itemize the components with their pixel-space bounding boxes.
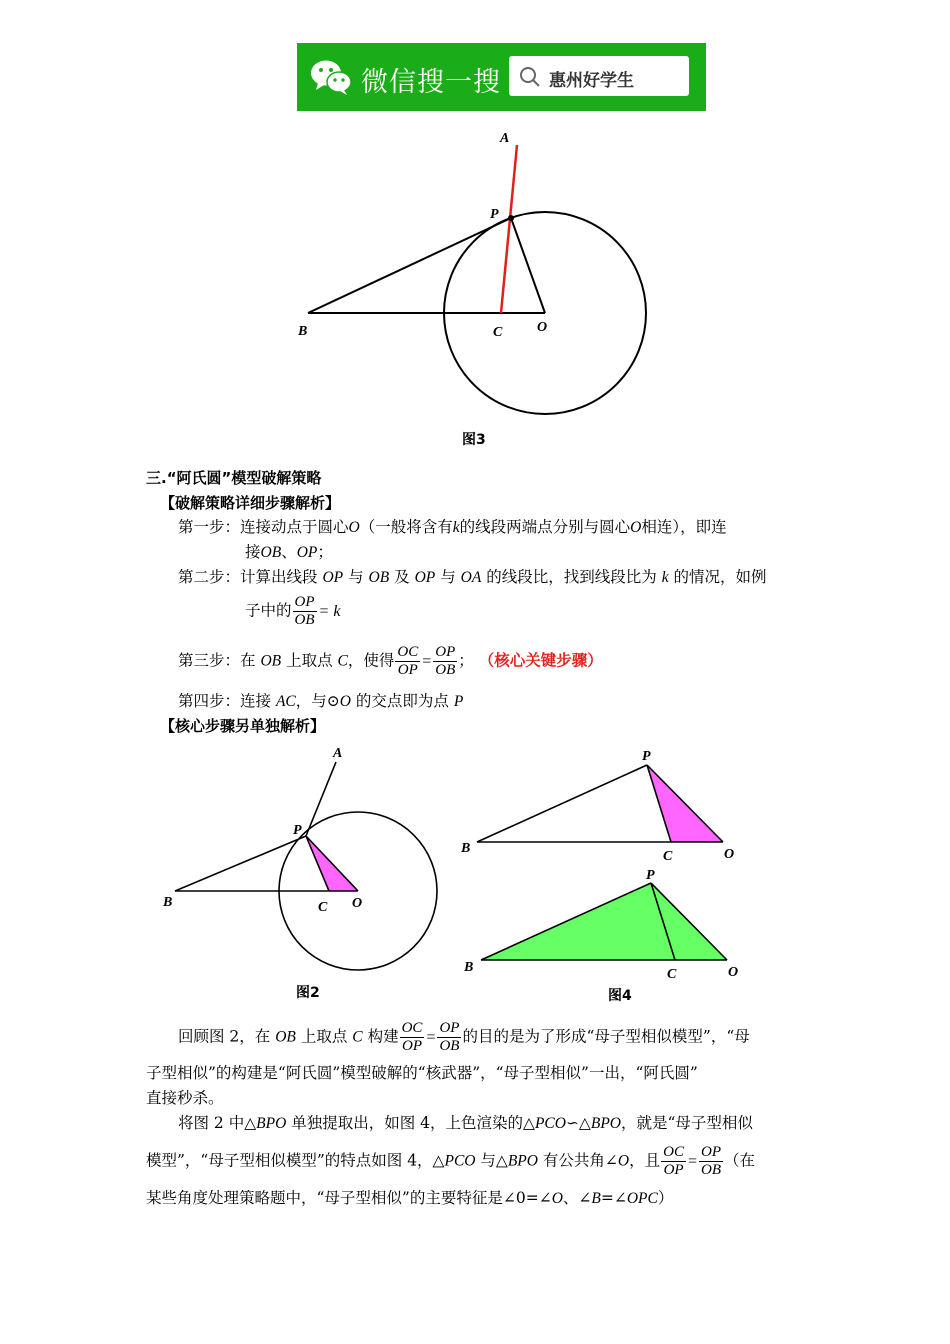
fig3-label-B: B — [298, 324, 308, 339]
fig3-segment-BP — [308, 218, 511, 313]
fig4a-label-C: C — [663, 849, 673, 864]
figure-3 — [290, 120, 660, 420]
fig4-caption: 图4 — [608, 988, 632, 1004]
search-query: 惠州好学生 — [549, 71, 634, 91]
para2-line2: 模型”，“母子型相似模型”的特点如图 4，△PCO 与△BPO 有公共角∠O，且 $\frac{OC}{OP}$ = $\frac{OP}{OB}$ （在 — [146, 1144, 756, 1178]
step1-line1: 第一步：连接动点于圆心O（一般将含有k的线段两端点分别与圆心O相连），即连 — [178, 518, 727, 536]
fig4b-label-P: P — [646, 868, 655, 883]
fig2-caption: 图2 — [296, 985, 320, 1001]
step2-line2: 子中的 $\frac{OP}{OB}$ = k — [245, 594, 341, 628]
fig4a-label-B: B — [461, 841, 471, 856]
fig4a-label-O: O — [724, 847, 735, 862]
figure-2 — [155, 740, 455, 1000]
fig4b-label-O: O — [728, 965, 739, 980]
fig3-label-C: C — [493, 325, 503, 340]
step3-line: 第三步：在 OB 上取点 C，使得 $\frac{OC}{OP}$ = $\frac{OP}{OB}$ ； （核心关键步骤） — [178, 644, 603, 678]
fig2-segment-BP — [175, 836, 306, 891]
wechat-search-banner[interactable] — [297, 43, 706, 111]
fig4b-label-C: C — [667, 967, 677, 982]
fig3-label-P: P — [490, 207, 499, 222]
search-icon — [519, 66, 541, 88]
step4-line: 第四步：连接 AC，与⊙O 的交点即为点 P — [178, 692, 464, 710]
para1-line2: 子型相似”的构建是“阿氏圆”模型破解的“核武器”，“母子型相似”一出，“阿氏圆” — [146, 1064, 698, 1082]
para2-line3: 某些角度处理策略题中，“母子型相似”的主要特征是∠0=∠O、∠B=∠OPC） — [146, 1189, 674, 1207]
para2-line1: 将图 2 中△BPO 单独提取出，如图 4，上色渲染的△PCO∽△BPO，就是“母子型相似 — [178, 1114, 753, 1132]
key-step-note: （核心关键步骤） — [478, 650, 603, 670]
wechat-icon — [309, 57, 353, 97]
fig2-label-C: C — [318, 900, 328, 915]
fig4a-label-P: P — [642, 749, 651, 764]
fig3-label-A: A — [500, 131, 510, 146]
fig2-segment-PA — [306, 762, 336, 836]
search-box[interactable] — [509, 56, 689, 96]
core-step-subheading: 【核心步骤另单独解析】 — [160, 717, 326, 735]
banner-title: 微信搜一搜 — [361, 67, 501, 98]
fig2-label-P: P — [293, 823, 302, 838]
fig2-label-A: A — [333, 746, 343, 761]
section-heading: 三.“阿氏圆”模型破解策略 — [146, 469, 322, 487]
figure-4 — [455, 742, 745, 987]
fraction-OP-OB: $\frac{OP}{OB}$ — [294, 594, 315, 628]
fig3-segment-PO — [511, 218, 545, 313]
fig2-label-O: O — [352, 896, 363, 911]
strategy-subheading: 【破解策略详细步骤解析】 — [160, 494, 341, 512]
para1-line1: 回顾图 2，在 OB 上取点 C 构建 $\frac{OC}{OP}$ = $\frac{OP}{OB}$ 的目的是为了形成“母子型相似模型”，“母 — [178, 1020, 750, 1054]
step1-line2: 接OB、OP； — [245, 543, 333, 561]
para1-line3: 直接秒杀。 — [146, 1089, 224, 1107]
step2-line1: 第二步：计算出线段 OP 与 OB 及 OP 与 OA 的线段比，找到线段比为 k 的情况，如例 — [178, 568, 767, 586]
fig3-label-O: O — [537, 320, 548, 335]
fig3-point-P — [508, 215, 514, 221]
fig4b-label-B: B — [464, 960, 474, 975]
fig2-label-B: B — [163, 895, 173, 910]
fig3-caption: 图3 — [462, 432, 486, 448]
